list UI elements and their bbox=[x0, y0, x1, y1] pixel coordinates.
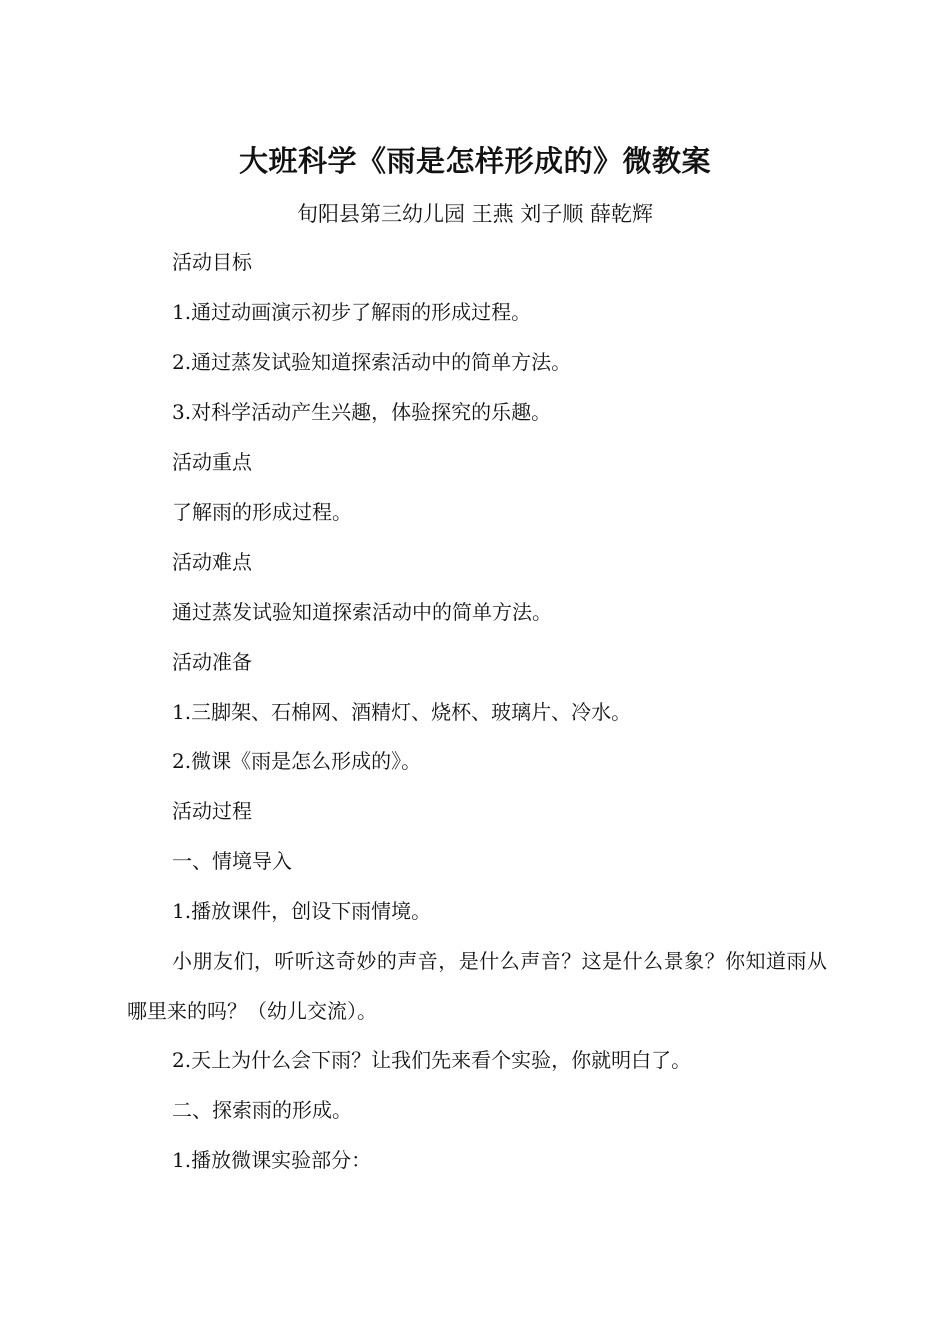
section-1-step-2: 2.天上为什么会下雨？让我们先来看个实验，你就明白了。 bbox=[172, 1048, 692, 1072]
section-1-step-1: 1.播放课件，创设下雨情境。 bbox=[172, 899, 432, 923]
author-line: 旬阳县第三幼儿园 王燕 刘子顺 薛乾辉 bbox=[296, 202, 654, 226]
preparation-item-1: 1.三脚架、石棉网、酒精灯、烧杯、玻璃片、冷水。 bbox=[172, 700, 632, 724]
document-title: 大班科学《雨是怎样形成的》微教案 bbox=[238, 144, 711, 178]
section-2-step-1: 1.播放微课实验部分： bbox=[172, 1148, 372, 1172]
section-1-dialogue: 小朋友们，听听这奇妙的声音，是什么声音？这是什么景象？你知道雨从哪里来的吗？（幼儿交流）。 bbox=[127, 949, 827, 1023]
process-heading: 活动过程 bbox=[172, 799, 252, 823]
goal-item-1: 1.通过动画演示初步了解雨的形成过程。 bbox=[172, 300, 532, 324]
preparation-heading: 活动准备 bbox=[172, 650, 252, 674]
section-1-heading: 一、情境导入 bbox=[172, 849, 292, 873]
goals-heading: 活动目标 bbox=[172, 250, 252, 274]
difficulty-heading: 活动难点 bbox=[172, 550, 252, 574]
key-point-text: 了解雨的形成过程。 bbox=[172, 500, 352, 524]
goal-item-3: 3.对科学活动产生兴趣，体验探究的乐趣。 bbox=[172, 400, 552, 424]
difficulty-text: 通过蒸发试验知道探索活动中的简单方法。 bbox=[172, 600, 552, 624]
section-2-heading: 二、探索雨的形成。 bbox=[172, 1098, 352, 1122]
goal-item-2: 2.通过蒸发试验知道探索活动中的简单方法。 bbox=[172, 350, 572, 374]
preparation-item-2: 2.微课《雨是怎么形成的》。 bbox=[172, 749, 422, 773]
key-point-heading: 活动重点 bbox=[172, 450, 252, 474]
